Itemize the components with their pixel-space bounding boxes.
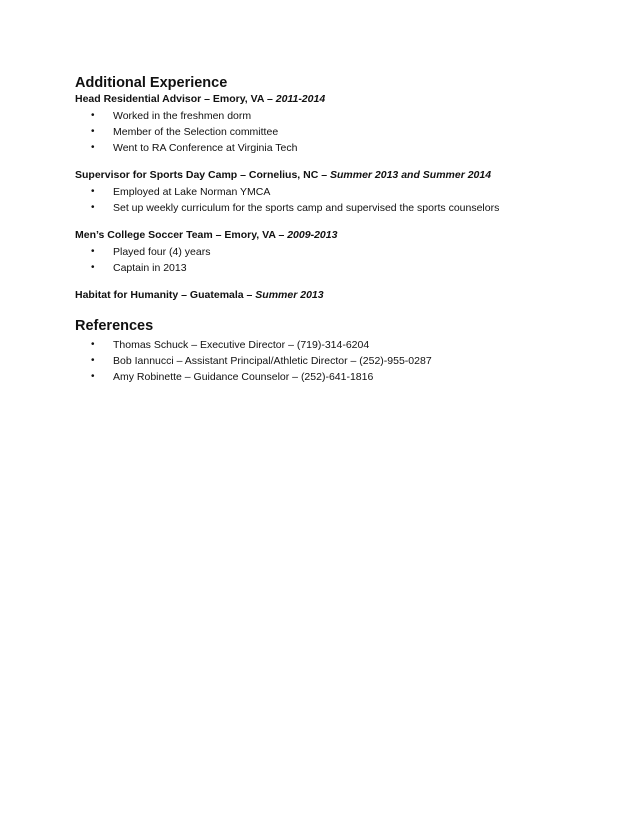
bullet-icon: • [91, 126, 95, 137]
list-item-text: Went to RA Conference at Virginia Tech [113, 142, 298, 154]
list-item [75, 337, 615, 353]
bullet-icon: • [91, 246, 95, 257]
entry-bullet-list [75, 108, 615, 156]
entry-bullet-list [75, 244, 615, 276]
entry-org: Head Residential Advisor – Emory, VA – [75, 93, 276, 105]
entry-org: Men’s College Soccer Team – Emory, VA – [75, 229, 288, 241]
references-heading: References [75, 318, 154, 334]
list-item [75, 200, 615, 216]
experience-entry-4 [75, 288, 615, 303]
entry-heading [75, 228, 615, 243]
reference-text: Bob Iannucci – Assistant Principal/Athletic Director – (252)-955-0287 [113, 355, 432, 367]
experience-entry-2 [75, 168, 615, 216]
resume-content [75, 74, 615, 385]
entry-org: Supervisor for Sports Day Camp – Cornelius, NC – [75, 169, 330, 181]
reference-text: Thomas Schuck – Executive Director – (719)-314-6204 [113, 339, 370, 351]
list-item-text: Employed at Lake Norman YMCA [113, 186, 271, 198]
list-item-text: Worked in the freshmen dorm [113, 110, 252, 122]
list-item [75, 140, 615, 156]
list-item-text: Captain in 2013 [113, 262, 187, 274]
bullet-icon: • [91, 186, 95, 197]
entry-heading [75, 168, 615, 183]
entry-org: Habitat for Humanity – Guatemala – [75, 289, 256, 301]
list-item [75, 244, 615, 260]
list-item [75, 184, 615, 200]
entry-date: 2011-2014 [275, 93, 326, 105]
entry-date: Summer 2013 and Summer 2014 [329, 169, 492, 181]
entry-heading [75, 92, 615, 107]
list-item-text: Set up weekly curriculum for the sports camp and supervised the sports counselors [113, 202, 500, 214]
reference-text: Amy Robinette – Guidance Counselor – (252)-641-1816 [113, 371, 374, 383]
bullet-icon: • [91, 142, 95, 153]
bullet-icon: • [91, 339, 95, 350]
bullet-icon: • [91, 202, 95, 213]
list-item-text: Member of the Selection committee [113, 126, 279, 138]
list-item [75, 124, 615, 140]
bullet-icon: • [91, 371, 95, 382]
references-list [75, 337, 615, 385]
entry-heading [75, 288, 615, 303]
list-item [75, 353, 615, 369]
list-item-text: Played four (4) years [113, 246, 211, 258]
bullet-icon: • [91, 355, 95, 366]
bullet-icon: • [91, 262, 95, 273]
list-item [75, 369, 615, 385]
entry-bullet-list [75, 184, 615, 216]
additional-experience-heading: Additional Experience [75, 75, 228, 91]
entry-date: 2009-2013 [287, 229, 338, 241]
entry-date: Summer 2013 [255, 289, 324, 301]
experience-entry-3 [75, 228, 615, 276]
experience-entry-1 [75, 92, 615, 156]
list-item [75, 260, 615, 276]
list-item [75, 108, 615, 124]
bullet-icon: • [91, 110, 95, 121]
